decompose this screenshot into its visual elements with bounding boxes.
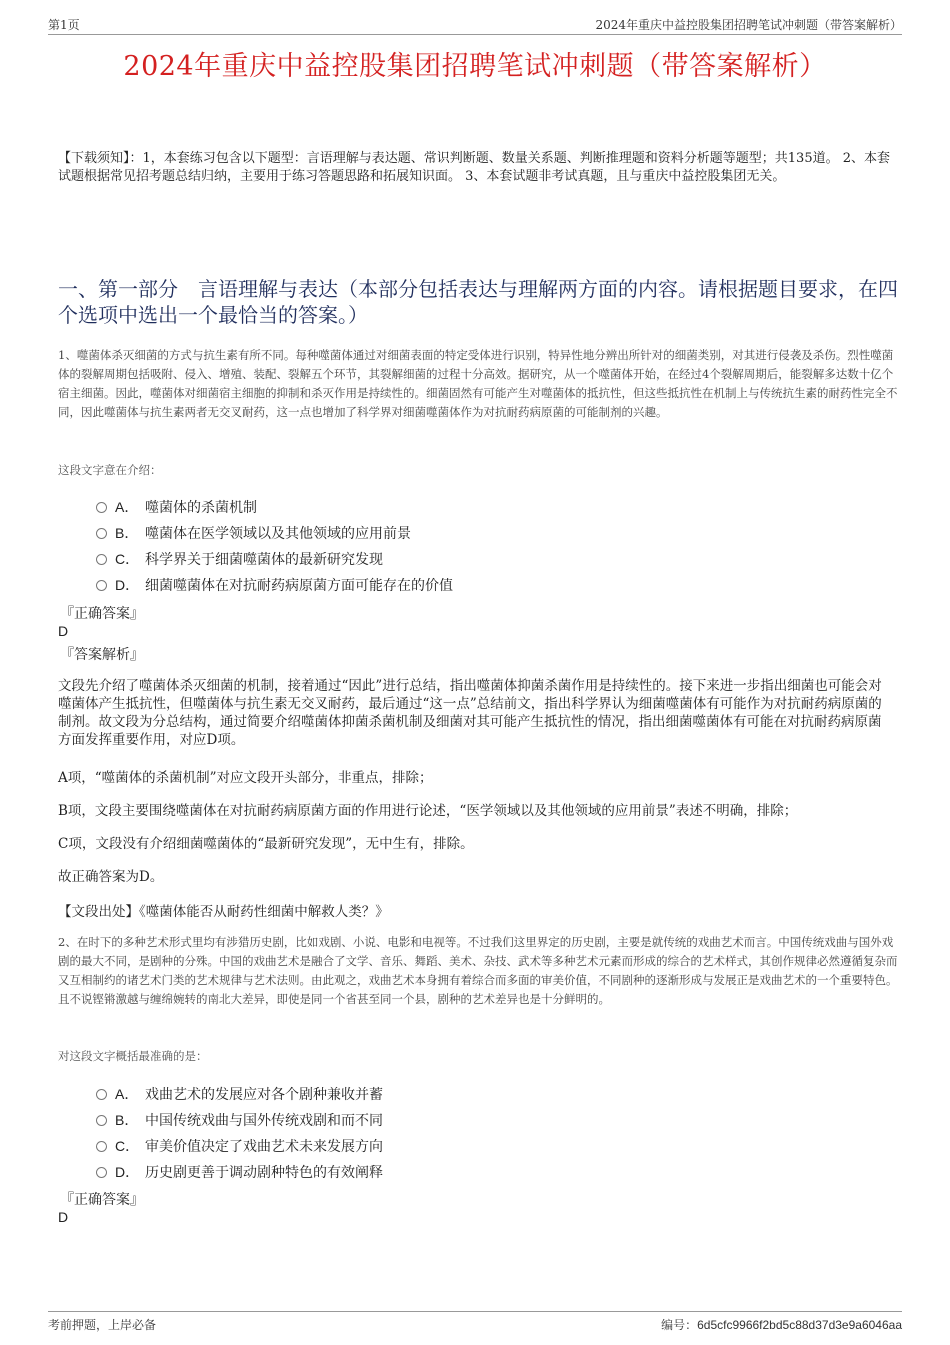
option-text: 戏曲艺术的发展应对各个剧种兼收并蓄 bbox=[145, 1087, 383, 1103]
q1-analysis-option-c: C项，文段没有介绍细菌噬菌体的“最新研究发现”，无中生有，排除。 bbox=[58, 836, 474, 852]
option-letter: C． bbox=[115, 1138, 140, 1154]
page-footer bbox=[48, 1311, 902, 1334]
page-number: 第1页 bbox=[48, 18, 80, 32]
q1-analysis: 文段先介绍了噬菌体杀灭细菌的机制，接着通过“因此”进行总结，指出噬菌体抑菌杀菌作用是持续性的。接下来进一步指出细菌也可能会对噬菌体产生抵抗性，但噬菌体与抗生素无交叉耐药，最后通过“这一点”总结前文，指出科学界认为细菌噬菌体有可能作为对抗耐药病原菌的制剂。故文段为分总结构，通过简要介绍噬菌体抑菌杀菌机制及细菌对其可能产生抵抗性的情况，指出细菌噬菌体有可能在对抗耐药病原菌方面发挥重要作用，对应D项。 bbox=[58, 678, 882, 748]
radio-icon[interactable] bbox=[96, 1141, 107, 1152]
q2-option-a[interactable] bbox=[96, 1084, 383, 1104]
download-notice: 【下载须知】：1，本套练习包含以下题型：言语理解与表达题、常识判断题、数量关系题、判断推理题和资料分析题等题型；共135道。 2、本套试题根据常见招考题总结归纳，主要用于练习答题思路和拓展知识面。 3、本套试题非考试真题，且与重庆中益控股集团无关。 bbox=[58, 151, 890, 184]
radio-icon[interactable] bbox=[96, 502, 107, 513]
question-2-text: 2、在时下的多种艺术形式里均有涉猎历史剧，比如戏剧、小说、电影和电视等。不过我们这里界定的历史剧，主要是就传统的戏曲艺术而言。中国传统戏曲与国外戏剧的最大不同，是剧种的分殊。中国的戏曲艺术是融合了文学、音乐、舞蹈、美术、杂技、武术等多种艺术元素而形成的综合的艺术样式，其创作规律必然遵循复杂而又互相制约的诸艺术门类的艺术规律与艺术法则。由此观之，戏曲艺术本身拥有着综合而多面的审美价值，不同剧种的逐渐形成与发展正是戏曲艺术的一个重要特色。且不说铿锵激越与缠绵婉转的南北大差异，即使是同一个省甚至同一个县，剧种的艺术差异也是十分鲜明的。 bbox=[58, 935, 898, 1006]
footer-code-value: 6d5cfc9966f2bd5c88d37d3e9a6046aa bbox=[697, 1318, 902, 1332]
q2-option-b[interactable] bbox=[96, 1110, 383, 1130]
q1-conclusion: 故正确答案为D。 bbox=[58, 869, 164, 885]
page-header bbox=[48, 14, 902, 35]
option-letter: A． bbox=[115, 1086, 139, 1102]
footer-code-label: 编号： bbox=[661, 1318, 698, 1332]
radio-icon[interactable] bbox=[96, 1167, 107, 1178]
option-letter: D． bbox=[115, 1164, 140, 1180]
radio-icon[interactable] bbox=[96, 554, 107, 565]
q1-option-d[interactable] bbox=[96, 575, 453, 595]
option-text: 细菌噬菌体在对抗耐药病原菌方面可能存在的价值 bbox=[145, 578, 453, 594]
q1-analysis-option-a: A项，“噬菌体的杀菌机制”对应文段开头部分，非重点，排除； bbox=[58, 770, 433, 786]
section-heading: 一、第一部分 言语理解与表达（本部分包括表达与理解两方面的内容。请根据题目要求，在四个选项中选出一个最恰当的答案。） bbox=[58, 277, 898, 327]
option-text: 科学界关于细菌噬菌体的最新研究发现 bbox=[145, 552, 383, 568]
running-title: 2024年重庆中益控股集团招聘笔试冲刺题（带答案解析） bbox=[595, 18, 902, 32]
option-letter: B． bbox=[115, 1112, 139, 1128]
option-text: 噬菌体在医学领域以及其他领域的应用前景 bbox=[145, 526, 411, 542]
q2-answer-label: 『正确答案』 bbox=[60, 1192, 144, 1208]
q1-option-a[interactable] bbox=[96, 497, 257, 517]
option-text: 历史剧更善于调动剧种特色的有效阐释 bbox=[145, 1165, 383, 1181]
footer-code bbox=[661, 1316, 902, 1333]
option-text: 噬菌体的杀菌机制 bbox=[145, 500, 257, 516]
footer-slogan: 考前押题，上岸必备 bbox=[48, 1318, 157, 1332]
q1-answer-label: 『正确答案』 bbox=[60, 606, 144, 622]
question-2-stem: 对这段文字概括最准确的是： bbox=[58, 1049, 208, 1063]
q1-option-b[interactable] bbox=[96, 523, 411, 543]
radio-icon[interactable] bbox=[96, 1089, 107, 1100]
document-title: 2024年重庆中益控股集团招聘笔试冲刺题（带答案解析） bbox=[123, 51, 827, 82]
option-letter: A． bbox=[115, 499, 139, 515]
q1-option-c[interactable] bbox=[96, 549, 383, 569]
option-letter: D． bbox=[115, 577, 140, 593]
q1-source: 【文段出处】《噬菌体能否从耐药性细菌中解救人类？》 bbox=[58, 904, 389, 920]
q1-analysis-option-b: B项，文段主要围绕噬菌体在对抗耐药病原菌方面的作用进行论述，“医学领域以及其他领域的应用前景”表述不明确，排除； bbox=[58, 803, 798, 819]
question-1-stem: 这段文字意在介绍： bbox=[58, 463, 162, 477]
option-letter: C． bbox=[115, 551, 140, 567]
q1-analysis-label: 『答案解析』 bbox=[60, 647, 144, 663]
radio-icon[interactable] bbox=[96, 580, 107, 591]
option-letter: B． bbox=[115, 525, 139, 541]
option-text: 中国传统戏曲与国外传统戏剧和而不同 bbox=[145, 1113, 383, 1129]
q2-option-c[interactable] bbox=[96, 1136, 383, 1156]
question-1-text: 1、噬菌体杀灭细菌的方式与抗生素有所不同。每种噬菌体通过对细菌表面的特定受体进行识别，特异性地分辨出所针对的细菌类别，对其进行侵袭及杀伤。烈性噬菌体的裂解周期包括吸附、侵入、增殖、装配、裂解五个环节，其裂解细菌的过程十分高效。据研究，从一个噬菌体开始，在经过4个裂解周期后，能裂解多达数十亿个宿主细菌。因此，噬菌体对细菌宿主细胞的抑制和杀灭作用是持续性的。细菌固然有可能产生对噬菌体的抵抗性，但这些抵抗性在机制上与传统抗生素的耐药性完全不同，因此噬菌体与抗生素两者无交叉耐药，这一点也增加了科学界对细菌噬菌体作为对抗耐药病原菌的可能制剂的兴趣。 bbox=[58, 348, 898, 419]
q2-option-d[interactable] bbox=[96, 1162, 383, 1182]
q1-answer: D bbox=[58, 623, 69, 639]
option-text: 审美价值决定了戏曲艺术未来发展方向 bbox=[145, 1139, 383, 1155]
q2-answer: D bbox=[58, 1209, 69, 1225]
radio-icon[interactable] bbox=[96, 528, 107, 539]
radio-icon[interactable] bbox=[96, 1115, 107, 1126]
